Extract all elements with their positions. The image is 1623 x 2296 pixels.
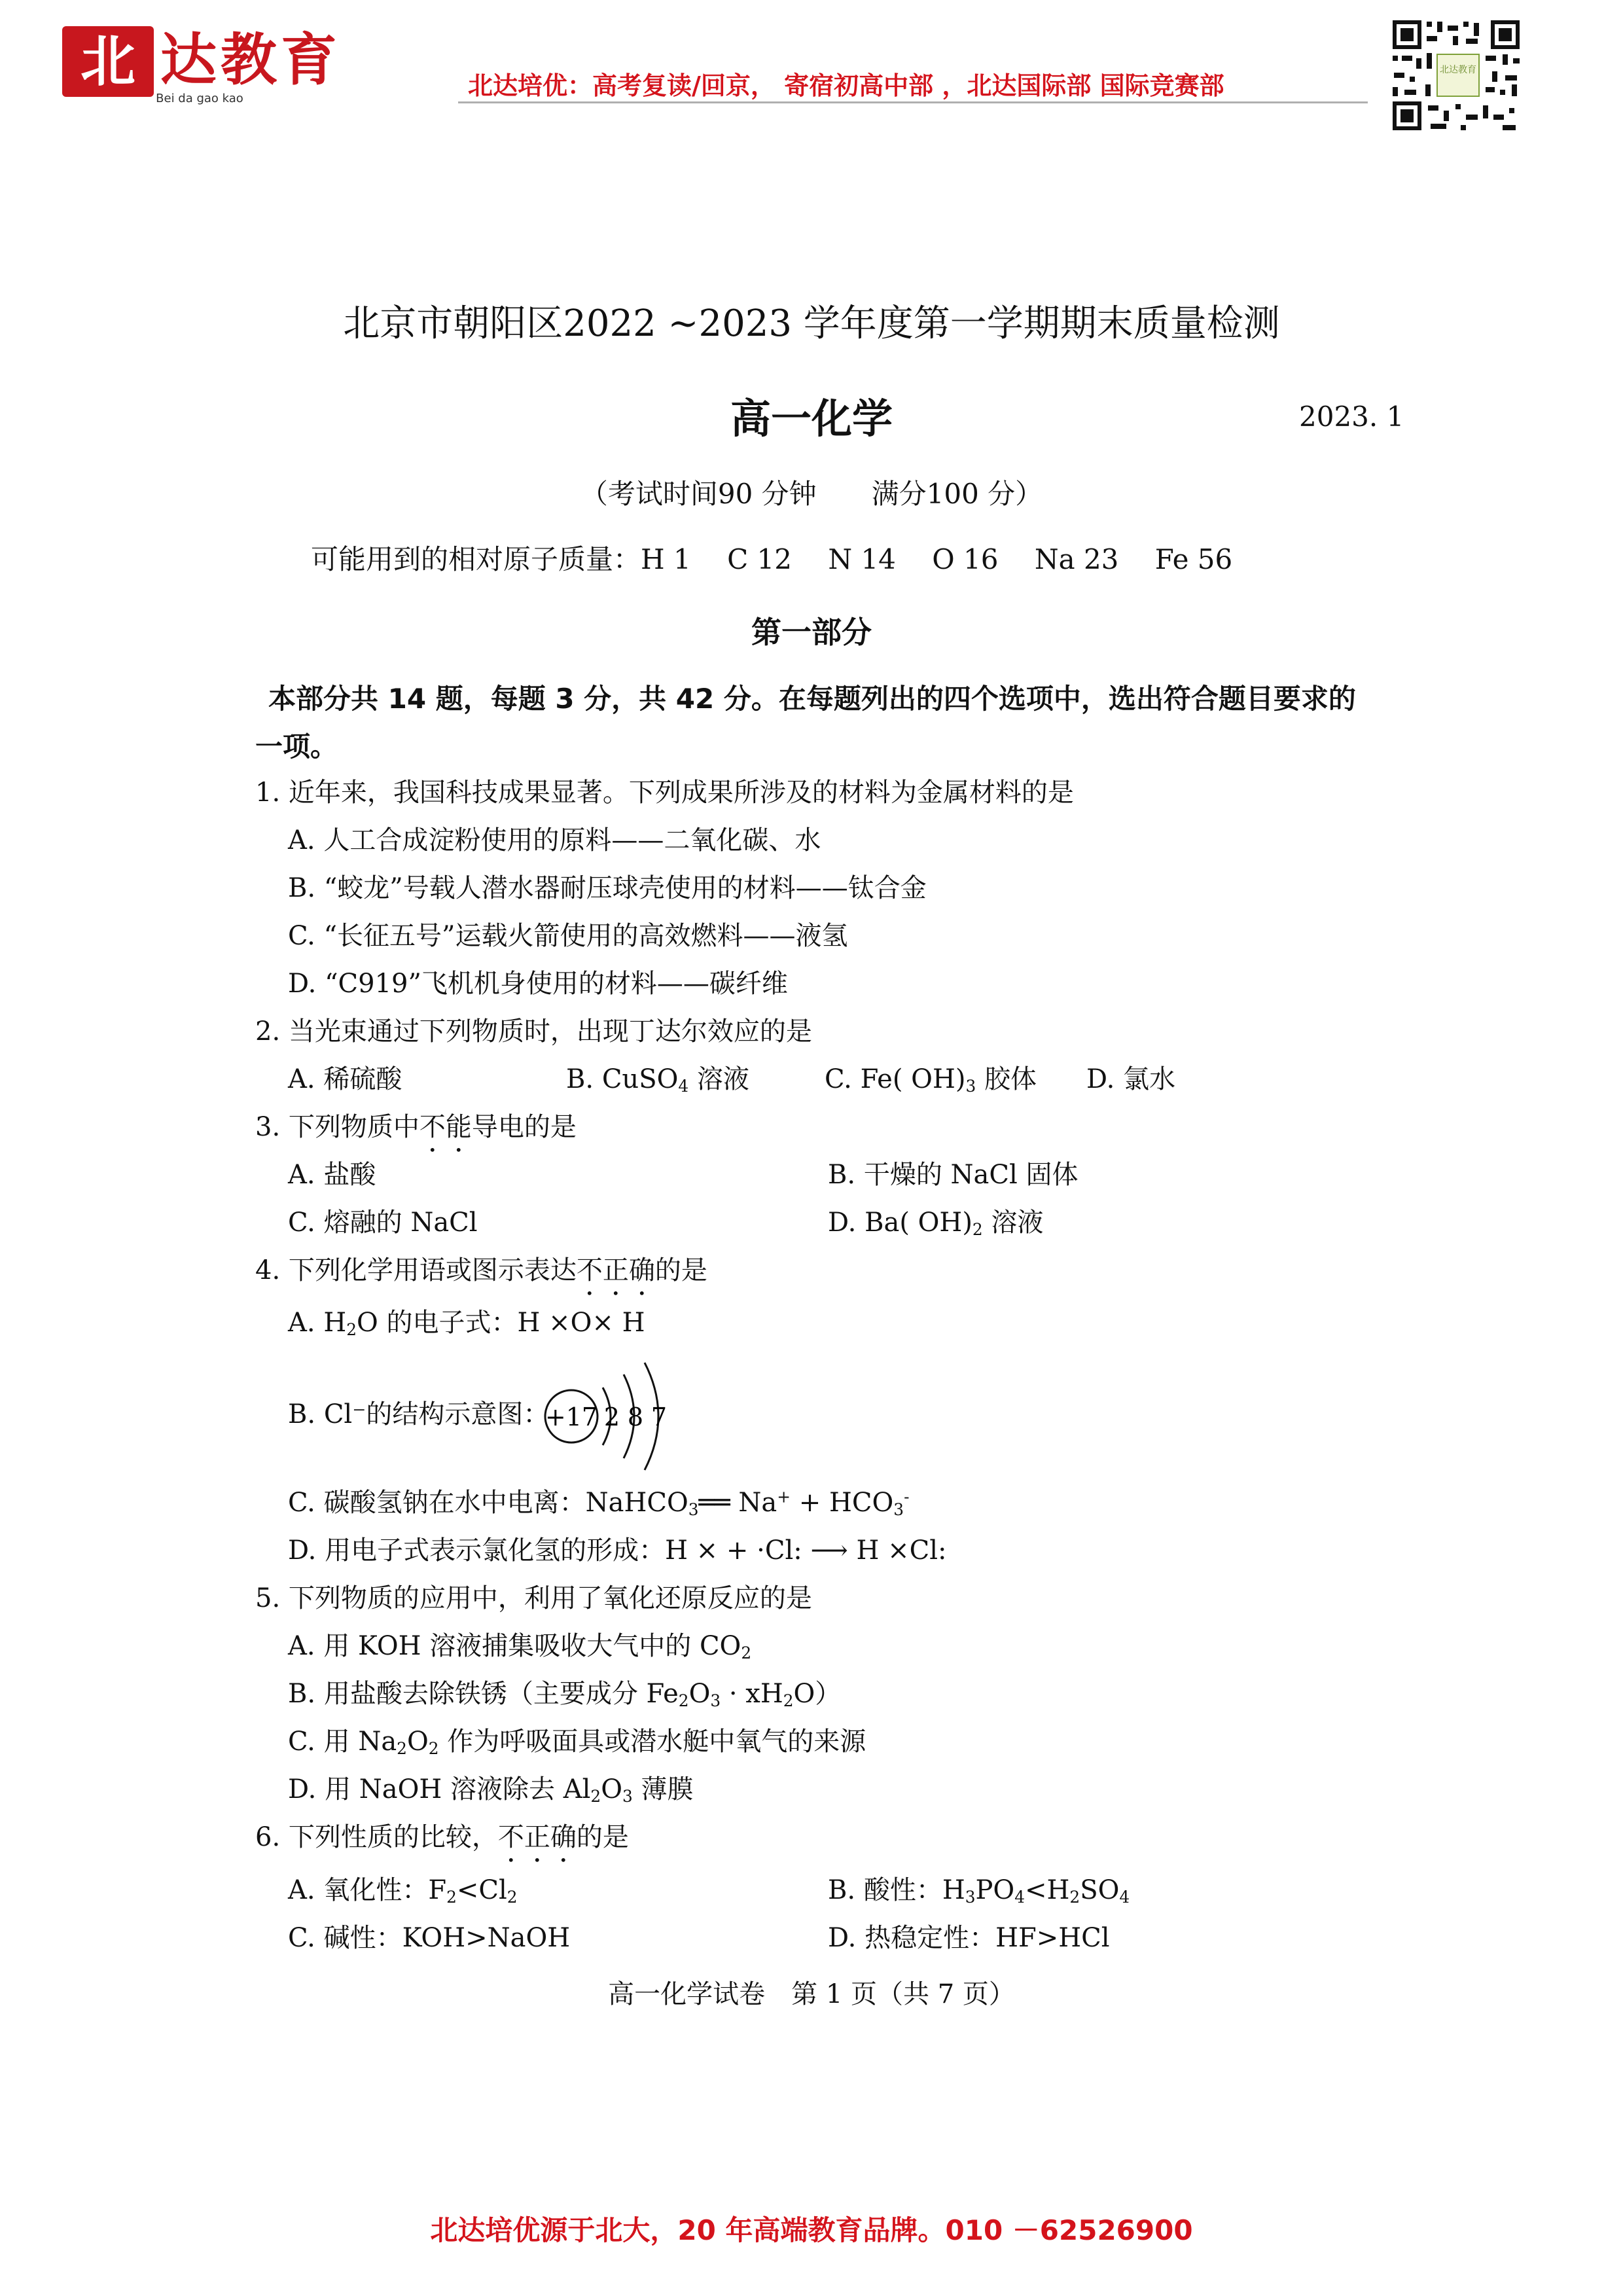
q4-option-b-label: B. Cl⁻的结构示意图： [288, 1399, 550, 1429]
atomic-mass-values: H 1 C 12 N 14 O 16 Na 23 Fe 56 [641, 543, 1233, 575]
q3-option-c: C. 熔融的 NaCl [288, 1208, 478, 1238]
header-slogan: 北达培优：高考复读/回京， 寄宿初高中部 ，北达国际部 国际竞赛部 [468, 71, 1224, 100]
nucleus-charge: +17 [544, 1403, 598, 1431]
q5-option-d: D. 用 NaOH 溶液除去 $Al_2O_3$ 薄膜 [288, 1774, 694, 1806]
q4-option-a: A. $H_2O$ 的电子式：H ×O× H [288, 1308, 645, 1340]
part-title: 第一部分 [751, 615, 872, 650]
page-number: 高一化学试卷 第 1 页（共 7 页） [608, 1979, 1015, 2009]
header-divider [458, 101, 1368, 103]
q6-option-d: D. 热稳定性：HF>HCl [828, 1923, 1110, 1953]
q3-option-a: A. 盐酸 [288, 1160, 376, 1190]
q5-option-b: B. 用盐酸去除铁锈（主要成分 $Fe_2O_3 \cdot xH_2O$） [288, 1679, 842, 1711]
q2-option-a: A. 稀硫酸 [288, 1064, 402, 1094]
qr-center-label: 北达教育 [1440, 65, 1476, 75]
q6-option-a: A. 氧化性：$F_2<Cl_2$ [288, 1875, 518, 1907]
equation-sign: ══ [698, 1488, 730, 1518]
q2-stem: 2. 当光束通过下列物质时，出现丁达尔效应的是 [255, 1016, 812, 1047]
q2-option-b: B. CuSO$_4$ 溶液 [566, 1064, 749, 1096]
q4-emphasis: 不正确 [576, 1255, 655, 1285]
q3-emphasis: 不能 [419, 1112, 472, 1142]
qr-code-icon [1387, 16, 1525, 134]
q4-option-d: D. 用电子式表示氯化氢的形成：H × + ·Cl: ⟶ H ×Cl: [288, 1535, 947, 1566]
q6-stem: 6. 下列性质的比较，不正确的是 [255, 1822, 629, 1852]
q6-option-c: C. 碱性：KOH>NaOH [288, 1923, 571, 1953]
q4-option-c: C. 碳酸氢钠在水中电离：NaHCO$_3$══ $Na^+ + HCO_3^-$ [288, 1487, 910, 1520]
q2-option-d: D. 氯水 [1086, 1064, 1176, 1094]
shell-2-electrons: 8 [627, 1403, 644, 1431]
q3-option-b: B. 干燥的 NaCl 固体 [828, 1160, 1079, 1190]
q5-option-c: C. 用 $Na_2O_2$ 作为呼吸面具或潜水艇中氧气的来源 [288, 1727, 866, 1759]
subject-title: 高一化学 [730, 395, 893, 442]
q1-option-d: D. “C919”飞机机身使用的材料——碳纤维 [288, 969, 788, 999]
q1-option-b: B. “蛟龙”号载人潜水器耐压球壳使用的材料——钛合金 [288, 873, 927, 903]
brand-logo [62, 18, 402, 103]
cl-ion-structure-diagram [540, 1355, 684, 1479]
q5-option-a: A. 用 KOH 溶液捕集吸收大气中的 $CO_2$ [288, 1631, 752, 1663]
q1-stem: 1. 近年来，我国科技成果显著。下列成果所涉及的材料为金属材料的是 [255, 778, 1074, 808]
q3-option-d: D. Ba( $OH)_2$ 溶液 [828, 1208, 1044, 1240]
reaction-arrow-icon: ⟶ [810, 1535, 848, 1566]
q1-option-c: C. “长征五号”运载火箭使用的高效燃料——液氢 [288, 921, 848, 951]
q5-stem: 5. 下列物质的应用中，利用了氧化还原反应的是 [255, 1583, 812, 1613]
logo-char: 北 [80, 29, 135, 94]
atomic-mass-label: 可能用到的相对原子质量： [311, 543, 641, 575]
exam-info: （考试时间90 分钟 满分100 分） [580, 478, 1043, 510]
exam-date: 2023. 1 [1299, 401, 1404, 433]
q3-stem: 3. 下列物质中不能导电的是 [255, 1112, 577, 1142]
q4-stem: 4. 下列化学用语或图示表达不正确的是 [255, 1255, 707, 1285]
shell-1-electrons: 2 [603, 1403, 620, 1431]
shell-3-electrons: 7 [651, 1403, 668, 1431]
logo-pinyin: Bei da gao kao [156, 92, 243, 105]
exam-title: 北京市朝阳区2022 ~2023 学年度第一学期期末质量检测 [343, 302, 1280, 345]
h2o-electron-formula: H ×O× H [517, 1308, 645, 1338]
logo-text: 达教育 [160, 27, 341, 93]
hcl-formation-right: H ×Cl: [856, 1535, 947, 1566]
q2-option-c: C. Fe( $OH)_3$ 胶体 [825, 1064, 1037, 1096]
footer-slogan: 北达培优源于北大，20 年高端教育品牌。010 －62526900 [430, 2214, 1193, 2246]
part-instruction-1: 本部分共 14 题，每题 3 分，共 42 分。在每题列出的四个选项中，选出符合题目要求的 [268, 683, 1356, 715]
atomic-mass-line [311, 538, 1232, 577]
q6-option-b: B. 酸性：$H_3PO_4<H_2SO_4$ [828, 1875, 1130, 1907]
q1-option-a: A. 人工合成淀粉使用的原料——二氧化碳、水 [288, 825, 821, 855]
hcl-formation-left: H × + ·Cl: [665, 1535, 802, 1566]
q6-emphasis: 不正确 [497, 1822, 577, 1852]
part-instruction-2: 一项。 [255, 730, 338, 762]
